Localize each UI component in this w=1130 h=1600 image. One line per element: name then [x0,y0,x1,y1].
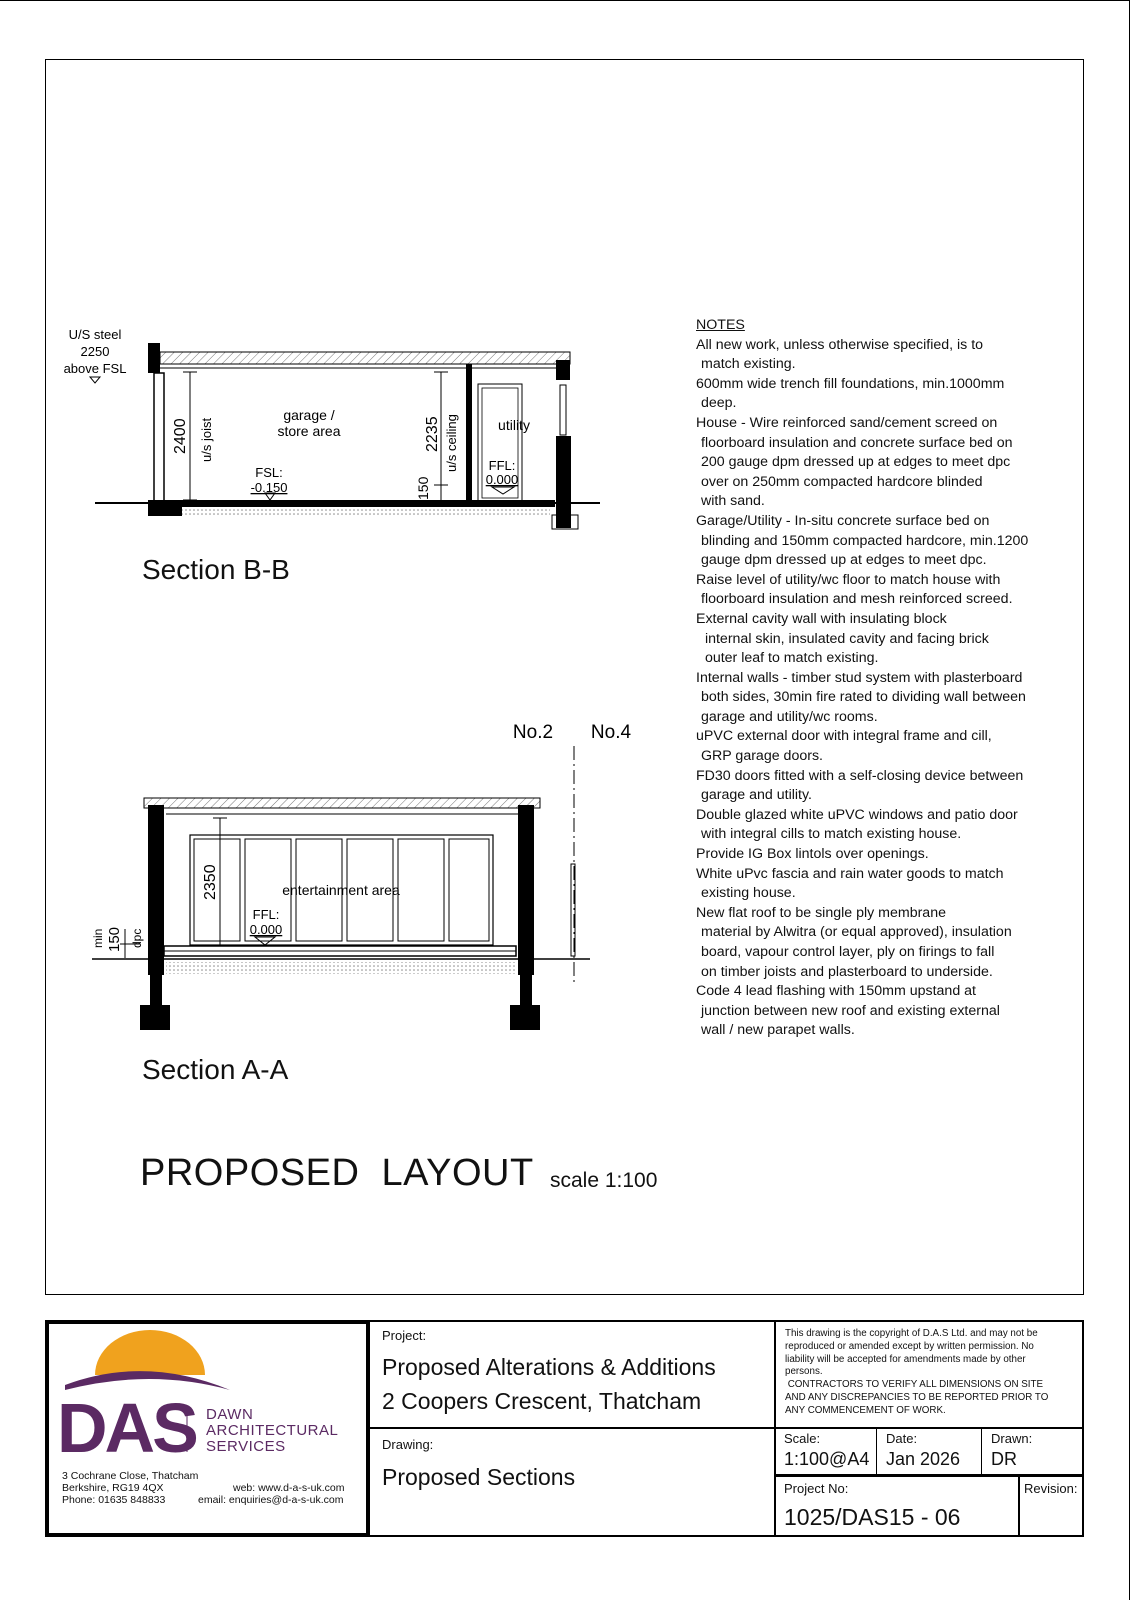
min-label: min [91,928,105,948]
note-item [696,982,1076,1041]
project-no-value: 1025/DAS15 - 06 [784,1504,961,1530]
ffl-label: FFL: [488,458,516,473]
project-line-1: Proposed Alterations & Additions [382,1354,716,1380]
drawn-value: DR [991,1449,1017,1469]
note-line: Code 4 lead flashing with 150mm upstand at [696,983,976,1000]
room-garage-1: garage / [283,407,335,423]
note-line: Internal walls - timber stud system with plasterboard [696,669,1023,686]
note-continuation: blinding and 150mm compacted hardcore, min.1200 [701,532,1029,549]
date-label: Date: [886,1431,918,1446]
scale-value: 1:100@A4 [784,1449,870,1469]
note-continuation: material by Alwitra (or equal approved), insulation [701,924,1012,941]
das-logo [55,1330,355,1460]
note-continuation: on timber joists and plasterboard to underside. [701,963,993,980]
project-line-2: 2 Coopers Crescent, Thatcham [382,1388,702,1414]
steel-note-2: 2250 [80,344,110,359]
roof-build-up [160,352,570,364]
company-name-2: ARCHITECTURAL [206,1422,339,1439]
svg-text:DAS: DAS [57,1389,196,1460]
note-continuation: GRP garage doors. [701,748,823,765]
project-no-label: Project No: [784,1481,849,1496]
note-line: uPVC external door with integral frame and cill, [696,728,992,745]
note-item [696,727,1076,766]
hardcore-fill-aa [166,962,516,974]
note-continuation: 200 gauge dpm dressed up at edges to meet dpc [701,454,1011,471]
drawn-label: Drawn: [991,1431,1033,1446]
left-steel [154,373,164,503]
dim-2235: 2235 [424,416,441,452]
company-email[interactable]: email: enquiries@d-a-s-uk.com [198,1494,344,1506]
notes-heading: NOTES [696,317,745,333]
section-aa-drawing [0,700,700,1040]
fsl-value: -0.150 [250,480,288,495]
ffl-value: 0.000 [485,472,519,487]
note-item [696,845,1076,865]
internal-wall [466,364,472,504]
dim-2400: 2400 [172,418,189,454]
note-continuation: both sides, 30min fire rated to dividing wall between [701,689,1026,706]
roof-build-up-aa [144,798,540,808]
note-line: House - Wire reinforced sand/cement screed on [696,414,998,431]
note-continuation: garage and utility. [701,787,812,804]
note-continuation: garage and utility/wc rooms. [701,708,878,725]
note-continuation: with sand. [701,493,765,510]
note-continuation: wall / new parapet walls. [701,1022,855,1039]
company-address-1: 3 Cochrane Close, Thatcham [62,1470,199,1482]
dpc-label: dpc [130,928,144,948]
fsl-label: FSL: [255,465,283,480]
note-line: White uPvc fascia and rain water goods to match [696,865,1004,882]
company-web[interactable]: web: www.d-a-s-uk.com [233,1482,345,1494]
note-line: Double glazed white uPVC windows and patio door [696,806,1018,823]
company-name-3: SERVICES [206,1438,286,1455]
drawing-label: Drawing: [382,1437,434,1452]
left-wall-aa [148,805,164,975]
tb-divider [370,1427,1084,1429]
note-continuation: board, vapour control layer, ply on firings to fall [701,944,995,960]
hardcore-fill [160,506,550,515]
steel-note-3: above FSL [63,361,127,376]
notes-list [696,336,1076,1041]
note-item [696,610,1076,669]
dim-150: 150 [415,476,431,500]
dim-2350: 2350 [202,864,219,900]
tb-divider [774,1474,1084,1477]
note-line: New flat roof to be single ply membrane [696,904,946,921]
note-continuation: floorboard insulation and concrete surface bed on [701,434,1013,451]
note-line: FD30 doors fitted with a self-closing device between [696,767,1024,784]
note-item [696,904,1076,982]
layout-scale: scale 1:100 [550,1169,658,1192]
note-line: All new work, unless otherwise specified, is to [696,336,984,353]
note-item [696,512,1076,571]
section-bb-title: Section B-B [142,554,290,585]
date-value: Jan 2026 [886,1449,961,1469]
steel-note-1: U/S steel [68,327,122,342]
revision-label: Revision: [1024,1481,1078,1496]
note-continuation: junction between new roof and existing external [701,1002,1000,1019]
ceiling-label: u/s ceiling [444,414,459,472]
note-continuation: internal skin, insulated cavity and facing brick [701,630,989,647]
note-continuation: over on 250mm compacted hardcore blinded [701,473,983,490]
section-aa-title: Section A-A [142,1054,289,1085]
layout-title: PROPOSED LAYOUT [140,1152,534,1194]
note-item [696,767,1076,806]
drawing-value: Proposed Sections [382,1464,576,1490]
note-line: Garage/Utility - In-situ concrete surface bed on [696,512,990,529]
company-name-1: DAWN [206,1406,254,1423]
note-item [696,336,1076,375]
room-garage-2: store area [277,423,341,439]
project-label: Project: [382,1328,427,1343]
ffl-label-aa: FFL: [252,907,280,922]
joist-label: u/s joist [199,417,214,462]
room-entertainment: entertainment area [282,882,400,898]
note-item [696,414,1076,512]
note-continuation: with integral cills to match existing house. [701,826,962,843]
note-item [696,375,1076,414]
ffl-value-aa: 0.000 [249,922,283,937]
note-item [696,806,1076,845]
company-address-2: Berkshire, RG19 4QX [62,1482,164,1494]
dim-150-aa: 150 [106,926,123,952]
notes-block [696,316,1076,1041]
note-continuation: match existing. [701,356,796,373]
tb-divider [981,1428,982,1474]
note-continuation: deep. [701,395,737,412]
sun-icon [95,1330,205,1375]
scale-label: Scale: [784,1431,821,1446]
note-line: Provide IG Box lintols over openings. [696,846,929,863]
right-wall-aa [518,805,534,975]
note-continuation: existing house. [701,885,796,902]
neighbour-no4: No.4 [590,722,632,743]
tb-divider [1018,1476,1020,1537]
floor-slab [150,500,555,507]
tb-divider [876,1428,877,1474]
note-continuation: outer leaf to match existing. [701,650,879,667]
note-item [696,865,1076,904]
note-line: 600mm wide trench fill foundations, min.1000mm [696,375,1005,392]
note-continuation: gauge dpm dressed up at edges to meet dpc. [701,552,987,569]
note-line: External cavity wall with insulating block [696,610,947,627]
note-item [696,571,1076,610]
room-utility: utility [498,417,530,433]
right-wall [556,360,570,380]
note-continuation: floorboard insulation and mesh reinforced screed. [701,591,1013,608]
company-phone: Phone: 01635 848833 [62,1494,166,1506]
copyright-note: This drawing is the copyright of D.A.S Ltd. and may not be reproduced or amended except by written permission. No liability will be accepted for amendments made by other persons. CONTRACTORS TO VERIFY ALL DIMENSIONS ON SITE AND ANY DISCREPANCIES TO BE REPORTED PRIOR TO ANY COMMENCEMENT OF WORK. [785,1328,1049,1416]
note-item [696,669,1076,728]
note-line: Raise level of utility/wc floor to match house with [696,571,1001,588]
section-bb-drawing [0,0,700,640]
neighbour-no2: No.2 [512,722,554,743]
left-wall [148,343,160,373]
